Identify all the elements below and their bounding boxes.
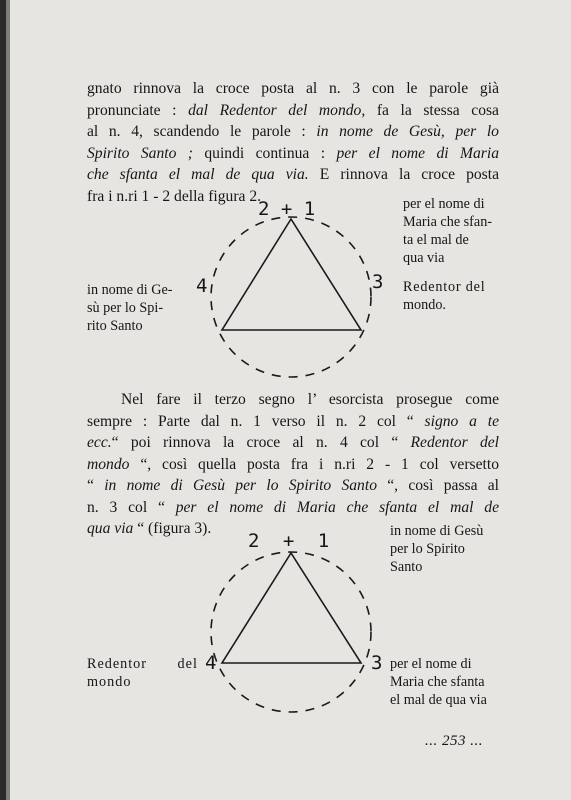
text-line: ecc.“ poi rinnova la croce al n. 4 col “ Redentor del bbox=[87, 434, 499, 451]
text-line: Nel fare il terzo segno l’ esorcista prosegue come bbox=[121, 391, 499, 408]
figure-3-left-note: Redentor del mondo bbox=[87, 656, 198, 690]
figure-3-top-right-note: in nome di Gesù per lo Spirito Santo bbox=[390, 523, 484, 575]
text-line: al n. 4, scandendo le parole : in nome de Gesù, per lo bbox=[87, 123, 499, 140]
text-line: che sfanta el mal de qua via. E rinnova la croce posta bbox=[87, 166, 500, 183]
text-line: fra i n.ri 1 - 2 della figura 2. bbox=[87, 187, 262, 205]
figure-3-number-3: 3 bbox=[371, 652, 383, 674]
figure-2-triangle bbox=[222, 219, 361, 330]
figure-3-right-note: per el nome di Maria che sfanta el mal de qua via bbox=[390, 656, 487, 708]
page-number: ... 253 ... bbox=[425, 733, 483, 749]
text-line: qua via “ (figura 3). bbox=[87, 520, 212, 537]
text-line: pronunciate : dal Redentor del mondo, fa la stessa cosa bbox=[87, 101, 499, 119]
text-line: mondo “, così quella posta fra i n.ri 2 - 1 col versetto bbox=[87, 455, 499, 473]
figure-2-number-4: 4 bbox=[196, 275, 208, 297]
figure-2-left-note: in nome di Ge- sù per lo Spi- rito Santo bbox=[87, 282, 173, 334]
paragraph-2 bbox=[87, 389, 499, 540]
text-line: gnato rinnova la croce posta al n. 3 con le parole già bbox=[87, 80, 499, 97]
figure-3-dashed-circle bbox=[211, 552, 371, 712]
figure-2-top-right-note: per el nome di Maria che sfan- ta el mal de qua via bbox=[403, 196, 493, 266]
figure-2-right-note: Redentor del mondo. bbox=[403, 279, 486, 313]
figure-3-number-4: 4 bbox=[205, 652, 217, 674]
figure-2-dashed-circle bbox=[211, 217, 371, 377]
text-line: Spirito Santo ; quindi continua : per el nome di Maria bbox=[87, 144, 499, 162]
text-line: n. 3 col “ per el nome di Maria che sfanta el mal de bbox=[87, 498, 499, 516]
figure-2-top-numbers: 2 + 1 bbox=[258, 198, 316, 220]
text-line: “ in nome di Gesù per lo Spirito Santo “, così passa al bbox=[87, 477, 500, 494]
figure-3-top-numbers: 2 + 1 bbox=[248, 530, 336, 552]
text-line: sempre : Parte dal n. 1 verso il n. 2 col “ signo a te bbox=[87, 412, 500, 430]
figure-2-number-3: 3 bbox=[372, 271, 384, 293]
